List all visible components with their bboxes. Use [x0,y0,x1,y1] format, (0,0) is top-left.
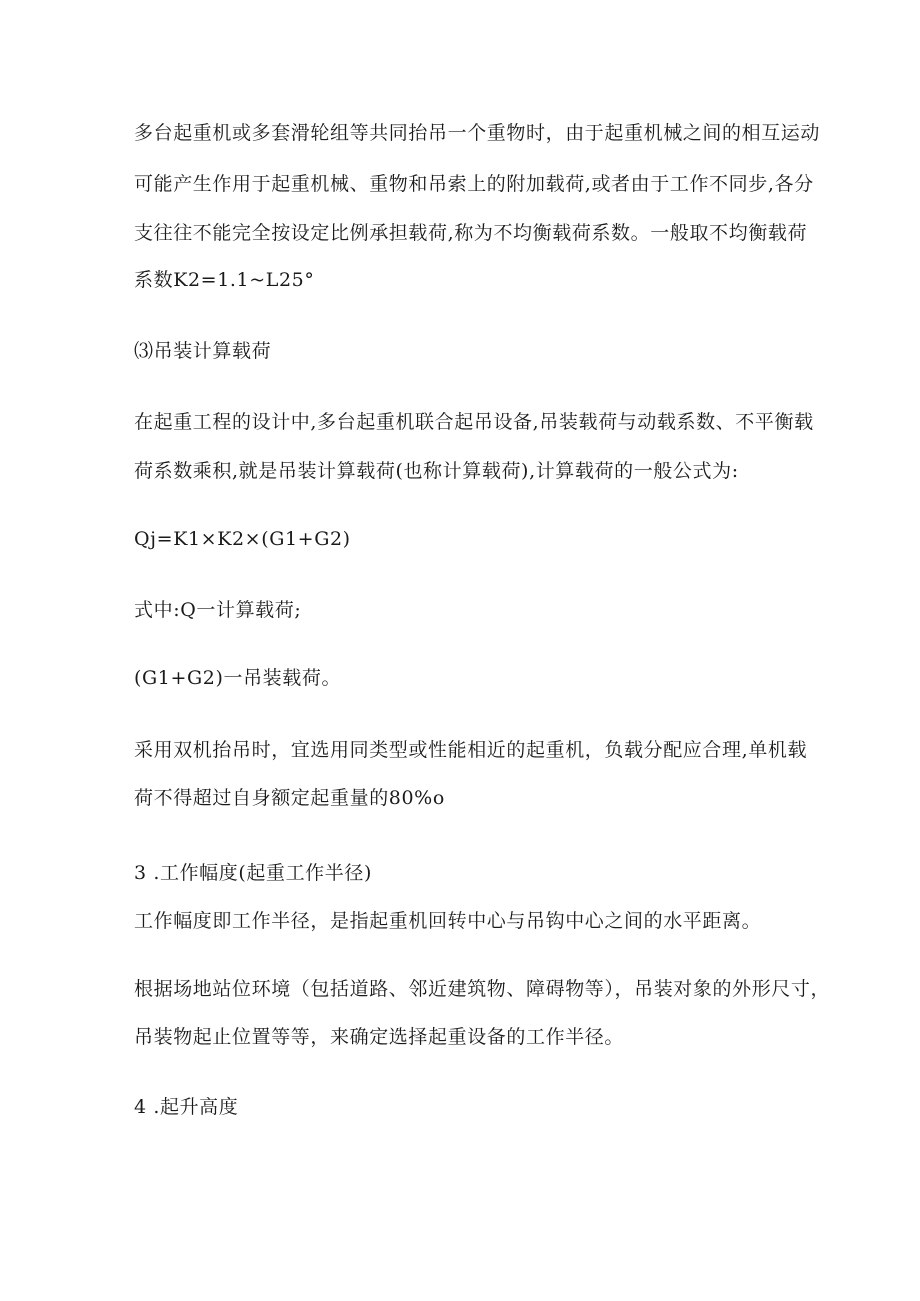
paragraph-line: 吊装物起止位置等等，来确定选择起重设备的工作半径。 [134,1026,625,1048]
paragraph-line: 系数K2=1.1~L25° [134,269,315,291]
paragraph-line: 支往往不能完全按设定比例承担载荷,称为不均衡载荷系数。一般取不均衡载荷 [134,222,808,244]
paragraph-line: 荷系数乘积,就是吊装计算载荷(也称计算载荷),计算载荷的一般公式为: [134,460,739,482]
section-title: 4 .起升高度 [134,1096,239,1118]
paragraph-line: 荷不得超过自身额定起重量的80%o [134,787,445,809]
section-title: 3 .工作幅度(起重工作半径) [134,862,372,884]
paragraph-line: 可能产生作用于起重机械、重物和吊索上的附加载荷,或者由于工作不同步,各分 [134,173,814,195]
definition-line: 式中:Q一计算载荷; [134,599,302,621]
paragraph-line: 在起重工程的设计中,多台起重机联合起吊设备,吊装载荷与动载系数、不平衡载 [134,411,814,433]
subheading: ⑶吊装计算载荷 [134,340,272,362]
paragraph-line: 多台起重机或多套滑轮组等共同抬吊一个重物时，由于起重机械之间的相互运动 [134,122,821,144]
paragraph-line: 根据场地站位环境（包括道路、邻近建筑物、障碍物等），吊装对象的外形尺寸， [134,978,831,1000]
paragraph-line: 工作幅度即工作半径，是指起重机回转中心与吊钩中心之间的水平距离。 [134,910,762,932]
paragraph-line: 采用双机抬吊时，宜选用同类型或性能相近的起重机，负载分配应合理,单机载 [134,739,808,761]
definition-line: (G1+G2)一吊装载荷。 [134,667,342,689]
formula: Qj=K1×K2×(G1+G2) [134,528,351,550]
